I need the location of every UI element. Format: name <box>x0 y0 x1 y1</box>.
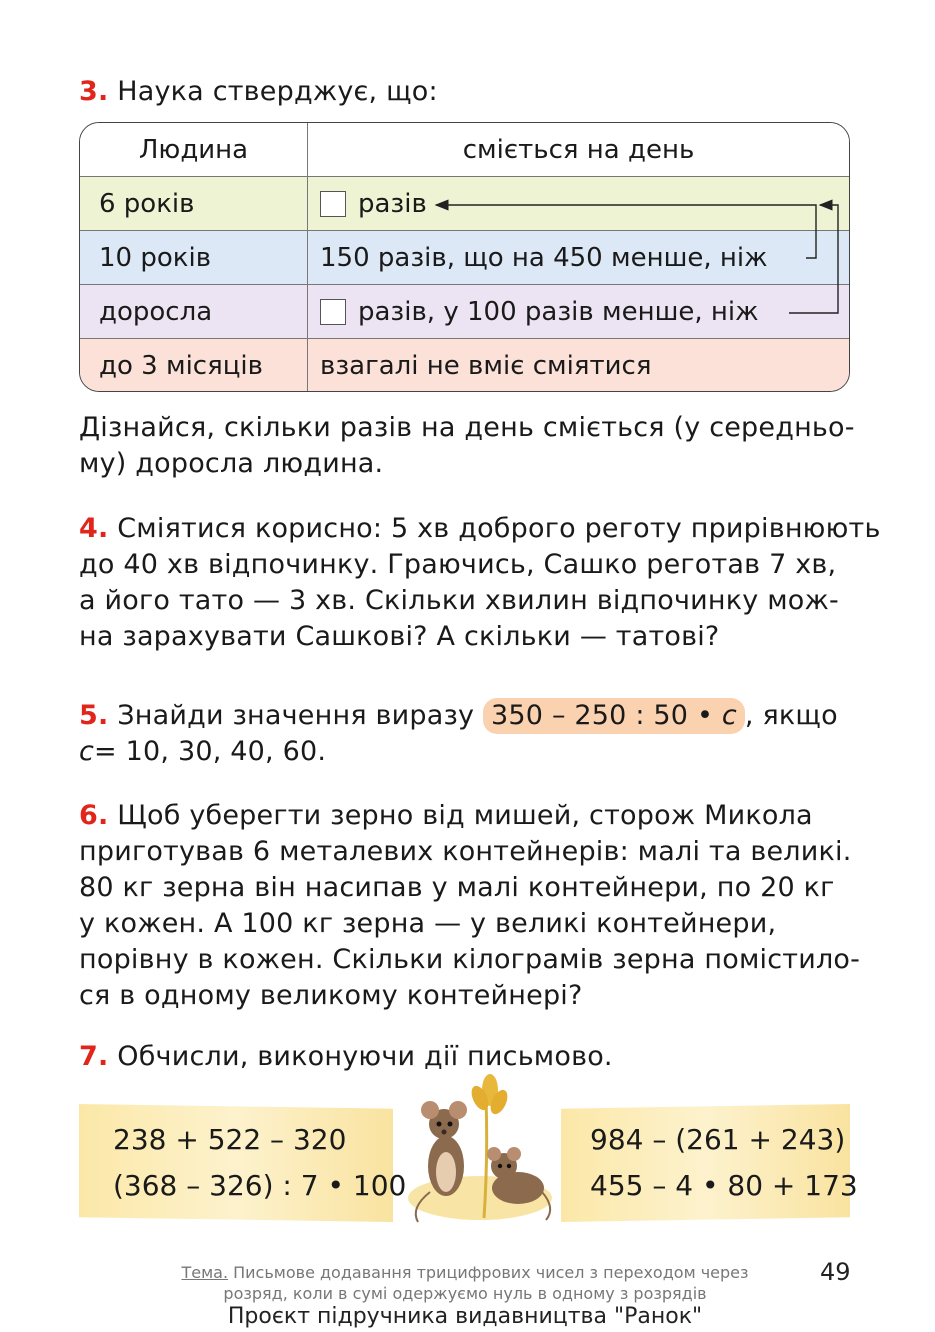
expression: 238 + 522 – 320 <box>113 1123 347 1156</box>
task-6 <box>79 798 860 1014</box>
value-cell: 150 разів, що на 450 менше, ніж <box>320 242 768 273</box>
left-expressions <box>113 1117 406 1209</box>
task-text: Обчисли, виконуючи дії письмово. <box>117 1041 613 1072</box>
task-number: 3. <box>79 76 109 107</box>
task-number: 7. <box>79 1041 109 1072</box>
footer-topic <box>140 1262 790 1304</box>
topic-line <box>140 1262 790 1283</box>
expression: 984 – (261 + 243) <box>590 1123 846 1156</box>
task-number: 5. <box>79 700 109 731</box>
task-4 <box>79 511 881 655</box>
task-line: порівну в кожен. Скільки кілограмів зерна помістило- <box>79 944 861 975</box>
variable: c <box>79 736 95 767</box>
question-line: Дізнайся, скільки разів на день сміється (у середньо- <box>79 412 855 443</box>
task-text: Наука стверджує, що: <box>117 76 438 107</box>
task-text: Щоб уберегти зерно від мишей, сторож Микола <box>117 800 813 831</box>
topic-label: Тема. <box>181 1263 229 1282</box>
project-caption: Проєкт підручника видавництва "Ранок" <box>227 1304 703 1329</box>
expression: 350 – 250 : 50 • <box>491 700 722 731</box>
page-number: 49 <box>820 1258 851 1286</box>
task-number: 4. <box>79 513 109 544</box>
value-cell: взагалі не вміє сміятися <box>320 351 652 381</box>
task-line <box>79 511 881 547</box>
task-line <box>79 734 838 770</box>
header-cell-laughs: сміється на день <box>462 134 695 165</box>
task-line: у кожен. А 100 кг зерна — у великі контейнери, <box>79 908 777 939</box>
task-line <box>79 698 838 734</box>
age-cell: до 3 місяців <box>80 339 308 392</box>
header-cell-person: Людина <box>80 123 308 176</box>
topic-line: розряд, коли в сумі одержуємо нуль в одному з розрядів <box>223 1284 707 1303</box>
age-cell: 6 років <box>80 177 308 230</box>
expression-variable: c <box>721 700 737 731</box>
topic-text: Письмове додавання трицифрових чисел з переходом через <box>228 1263 749 1282</box>
task-line: до 40 хв відпочинку. Граючись, Сашко реготав 7 хв, <box>79 549 837 580</box>
expression-pill <box>483 698 745 734</box>
question-line: му) доросла людина. <box>79 448 384 479</box>
task-3-question <box>79 410 855 482</box>
expression: (368 – 326) : 7 • 100 <box>113 1169 407 1202</box>
age-cell: доросла <box>80 285 308 338</box>
comparison-arrows <box>0 0 935 400</box>
task-line: 80 кг зерна він насипав у малі контейнери, по 20 кг <box>79 872 835 903</box>
age-cell: 10 років <box>80 231 308 284</box>
task-text: Знайди значення виразу <box>117 700 475 731</box>
task-number: 6. <box>79 800 109 831</box>
value-text: разів <box>358 188 427 219</box>
task-text: , якщо <box>744 700 838 731</box>
expression: 455 – 4 • 80 + 173 <box>590 1169 858 1202</box>
task-line: ся в одному великому контейнері? <box>79 980 583 1011</box>
value-text: разів, у 100 разів менше, ніж <box>358 296 759 327</box>
task-line: приготував 6 металевих контейнерів: малі та великі. <box>79 836 852 867</box>
task-line: на зарахувати Сашкові? А скільки — татові? <box>79 621 720 652</box>
right-expressions <box>590 1117 858 1209</box>
mice-illustration <box>400 1068 560 1228</box>
task-line: а його тато — 3 хв. Скільки хвилин відпочинку мож- <box>79 585 839 616</box>
task-line <box>79 798 860 834</box>
values: = 10, 30, 40, 60. <box>94 736 327 767</box>
task-5 <box>79 698 838 770</box>
task-text: Сміятися корисно: 5 хв доброго реготу прирівнюють <box>117 513 881 544</box>
